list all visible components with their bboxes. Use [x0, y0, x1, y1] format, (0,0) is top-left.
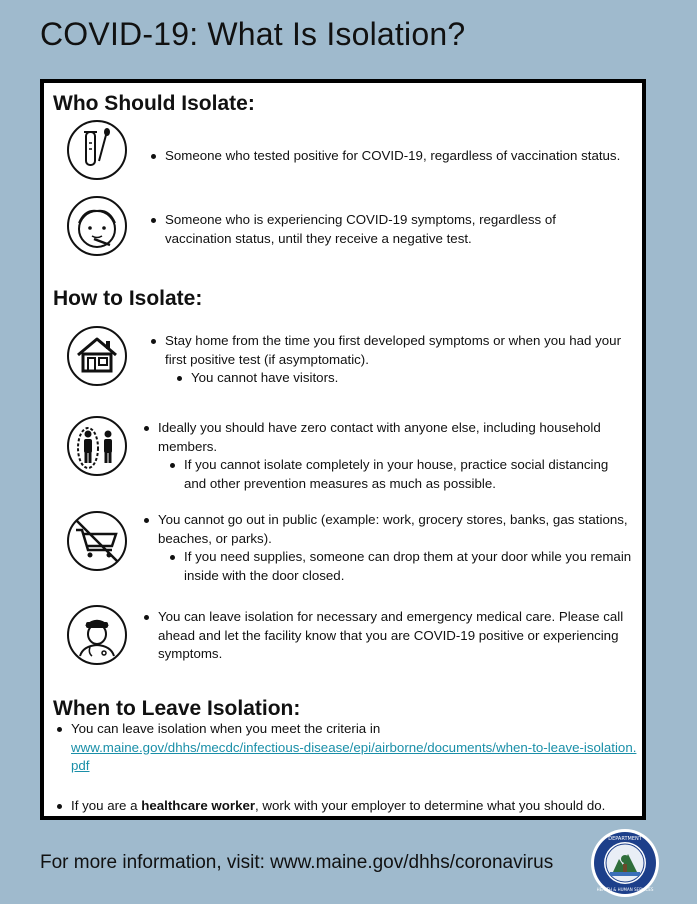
- leave-item-2: [57, 797, 647, 816]
- how-item-3-sub: If you need supplies, someone can drop them at your door while you remain inside with the door closed.: [170, 548, 634, 585]
- test-tube-swab-icon: [66, 119, 128, 181]
- how-item-1: [151, 332, 631, 388]
- svg-text:DEPARTMENT: DEPARTMENT: [608, 836, 642, 842]
- maine-dhhs-seal-icon: [590, 828, 660, 898]
- leave-item-2-pre: If you are a: [71, 798, 142, 813]
- how-item-3-text: You cannot go out in public (example: work, grocery stores, banks, gas stations, beaches, or parks).: [144, 511, 634, 548]
- leave-item-1: [57, 720, 642, 776]
- svg-text:HEALTH & HUMAN SERVICES: HEALTH & HUMAN SERVICES: [596, 887, 654, 892]
- leave-heading: When to Leave Isolation:: [53, 697, 301, 720]
- how-heading: How to Isolate:: [53, 287, 203, 310]
- how-item-2: [144, 419, 634, 493]
- how-item-2-text: Ideally you should have zero contact with anyone else, including household members.: [144, 419, 634, 456]
- who-item-2: [151, 211, 621, 248]
- page-title: COVID-19: What Is Isolation?: [40, 16, 466, 52]
- how-item-4-text: You can leave isolation for necessary and emergency medical care. Please call ahead and let the facility know that you are COVID-19 positive or experiencing symptoms.: [144, 608, 634, 664]
- house-icon: [66, 325, 128, 387]
- who-item-1: [151, 147, 621, 166]
- info-card: [40, 79, 646, 820]
- healthcare-worker-text: healthcare worker: [141, 798, 256, 813]
- how-item-1-sub: You cannot have visitors.: [177, 369, 631, 388]
- isolation-criteria-link[interactable]: www.maine.gov/dhhs/mecdc/infectious-disease/epi/airborne/documents/when-to-leave-isolation.pdf: [71, 739, 637, 773]
- sick-face-thermometer-icon: [66, 195, 128, 257]
- who-heading: Who Should Isolate:: [53, 92, 255, 115]
- leave-item-1-text: You can leave isolation when you meet the criteria in: [71, 721, 381, 736]
- footer-info: For more information, visit: www.maine.gov/dhhs/coronavirus: [40, 852, 554, 873]
- how-item-3: [144, 511, 634, 585]
- how-item-2-sub: If you cannot isolate completely in your house, practice social distancing and other prevention measures as much as possible.: [170, 456, 634, 493]
- how-item-1-text: Stay home from the time you first developed symptoms or when you had your first positive test (if asymptomatic).: [151, 332, 631, 369]
- people-distancing-icon: [66, 415, 128, 477]
- doctor-icon: [66, 604, 128, 666]
- who-item-2-text: Someone who is experiencing COVID-19 symptoms, regardless of vaccination status, until they receive a negative test.: [151, 211, 621, 248]
- who-item-1-text: Someone who tested positive for COVID-19, regardless of vaccination status.: [151, 147, 621, 166]
- no-shopping-cart-icon: [66, 510, 128, 572]
- leave-item-2-post: , work with your employer to determine what you should do.: [255, 798, 606, 813]
- how-item-4: [144, 608, 634, 664]
